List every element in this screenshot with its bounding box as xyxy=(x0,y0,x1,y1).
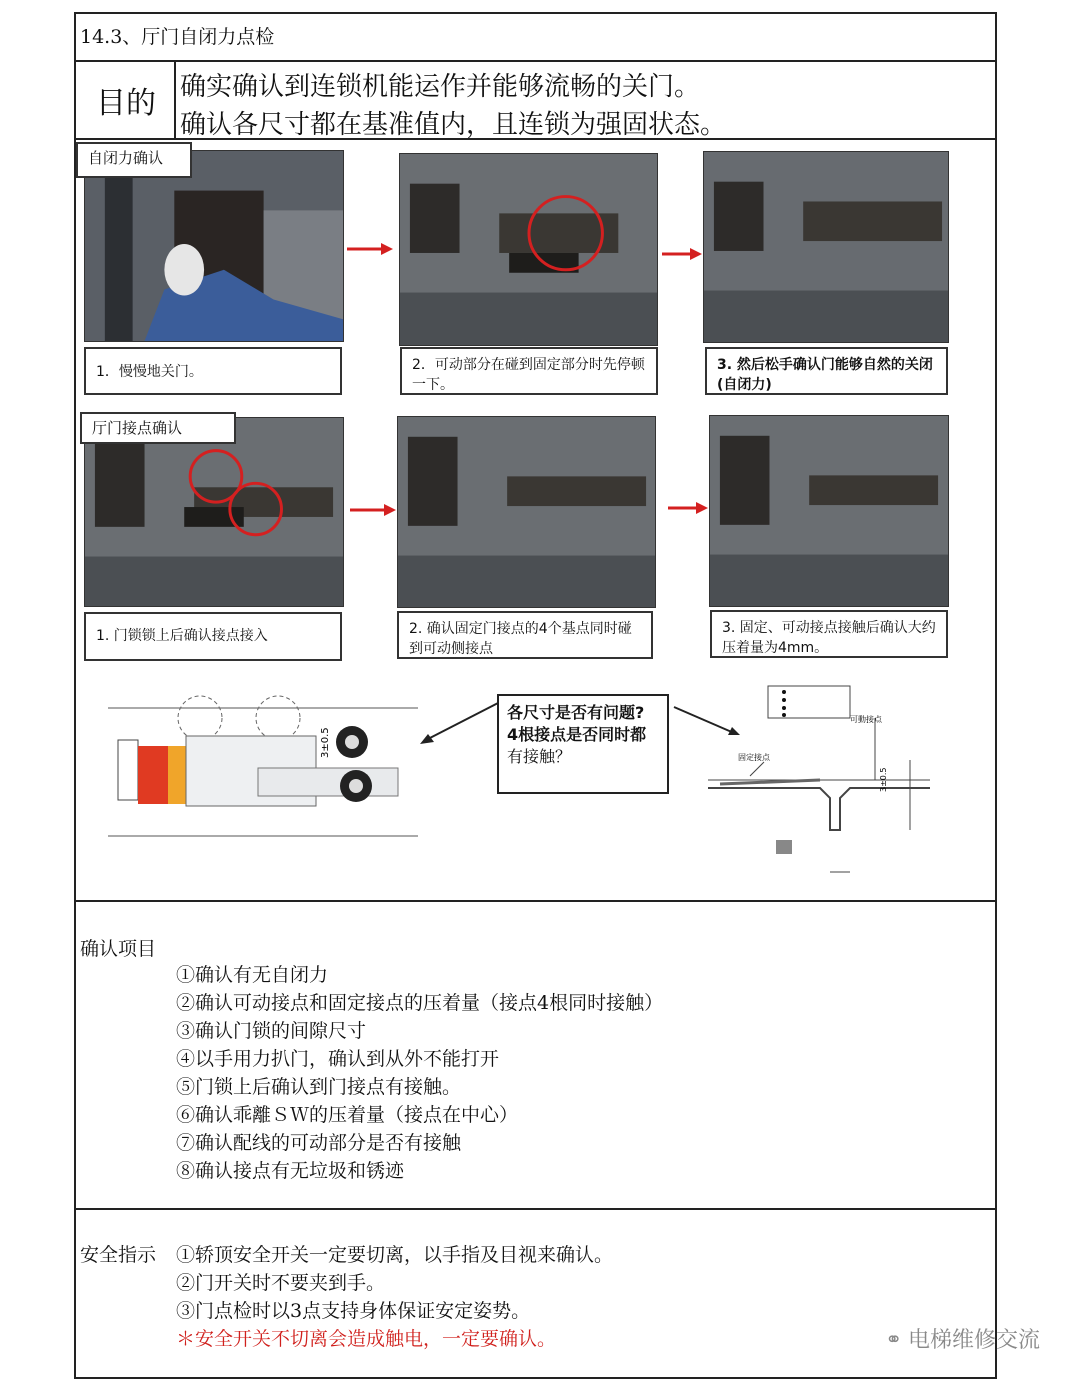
divider xyxy=(74,900,997,902)
check-item: ⑤门锁上后确认到门接点有接触。 xyxy=(176,1076,462,1098)
photo-release-door xyxy=(703,151,949,343)
safety-item: ②门开关时不要夹到手。 xyxy=(176,1272,386,1294)
safety-item: ①轿顶安全开关一定要切离，以手指及目视来确认。 xyxy=(176,1244,614,1266)
caption-step-2: 2．可动部分在碰到固定部分时先停顿一下。 xyxy=(400,347,658,395)
purpose-line-2: 确认各尺寸都在基准值内，且连锁为强固状态。 xyxy=(180,110,727,140)
check-item: ⑥确认乖離ＳＷ的压着量（接点在中心） xyxy=(176,1104,519,1126)
chat-bubble-icon: ⚭ xyxy=(885,1326,902,1351)
caption-contact-1: 1. 门锁锁上后确认接点接入 xyxy=(84,612,342,661)
watermark-text: 电梯维修交流 xyxy=(907,1328,1040,1353)
question-callout xyxy=(497,694,669,794)
arrow-right-icon xyxy=(662,246,702,262)
safety-label: 安全指示 xyxy=(80,1244,157,1266)
callout-line: 4根接点是否同时都 xyxy=(507,725,647,744)
photo-closing-door xyxy=(84,150,344,342)
check-item: ④以手用力扒门，确认到从外不能打开 xyxy=(176,1048,500,1070)
check-item: ③确认门锁的间隙尺寸 xyxy=(176,1020,367,1042)
check-item: ①确认有无自闭力 xyxy=(176,964,329,986)
callout-line: 有接触？ xyxy=(507,747,572,766)
divider xyxy=(74,1208,997,1210)
contact-section-diagram xyxy=(700,680,950,880)
safety-item: ③门点检时以3点支持身体保证安定姿势。 xyxy=(176,1300,531,1322)
fixed-contact-label: 固定接点 xyxy=(738,753,770,762)
arrow-right-icon xyxy=(350,502,396,518)
right-dimension-label: 3±0.5 xyxy=(879,767,888,792)
purpose-label: 目的 xyxy=(96,86,156,121)
photo-contact-engaged xyxy=(84,417,344,607)
pointer-arrow-icon xyxy=(418,700,502,746)
watermark xyxy=(885,1323,1040,1354)
arrow-right-icon xyxy=(347,241,393,257)
check-items-label: 确认项目 xyxy=(80,938,157,960)
safety-warning: ＊安全开关不切离会造成触电，一定要确认。 xyxy=(176,1328,557,1350)
caption-contact-3: 3. 固定、可动接点接触后确认大约压着量为4mm。 xyxy=(710,610,948,658)
photo-contact-pause xyxy=(399,153,658,346)
caption-contact-2: 2. 确认固定门接点的4个基点同时碰到可动侧接点 xyxy=(397,611,653,659)
check-item: ⑧确认接点有无垃圾和锈迹 xyxy=(176,1160,405,1182)
caption-step-3: 3. 然后松手确认门能够自然的关闭(自闭力) xyxy=(705,347,948,395)
photo-fixed-contacts xyxy=(397,416,656,608)
check-item: ②确认可动接点和固定接点的压着量（接点4根同时接触） xyxy=(176,992,664,1014)
movable-contact-label: 可動接点 xyxy=(850,715,882,724)
arrow-right-icon xyxy=(668,500,708,516)
left-dimension-label: 3±0.5 xyxy=(320,727,331,758)
section-tag-self-close: 自闭力确认 xyxy=(76,142,192,178)
callout-line: 各尺寸是否有问题? xyxy=(507,703,645,722)
page-title: 14.3、厅门自闭力点检 xyxy=(80,26,275,48)
divider xyxy=(174,60,176,140)
check-item: ⑦确认配线的可动部分是否有接触 xyxy=(176,1132,462,1154)
section-tag-contact: 厅门接点确认 xyxy=(80,412,236,444)
purpose-line-1: 确实确认到连锁机能运作并能够流畅的关门。 xyxy=(180,72,701,102)
door-lock-diagram xyxy=(108,688,418,858)
caption-step-1: 1．慢慢地关门。 xyxy=(84,347,342,395)
photo-press-amount xyxy=(709,415,949,607)
divider xyxy=(74,60,997,62)
